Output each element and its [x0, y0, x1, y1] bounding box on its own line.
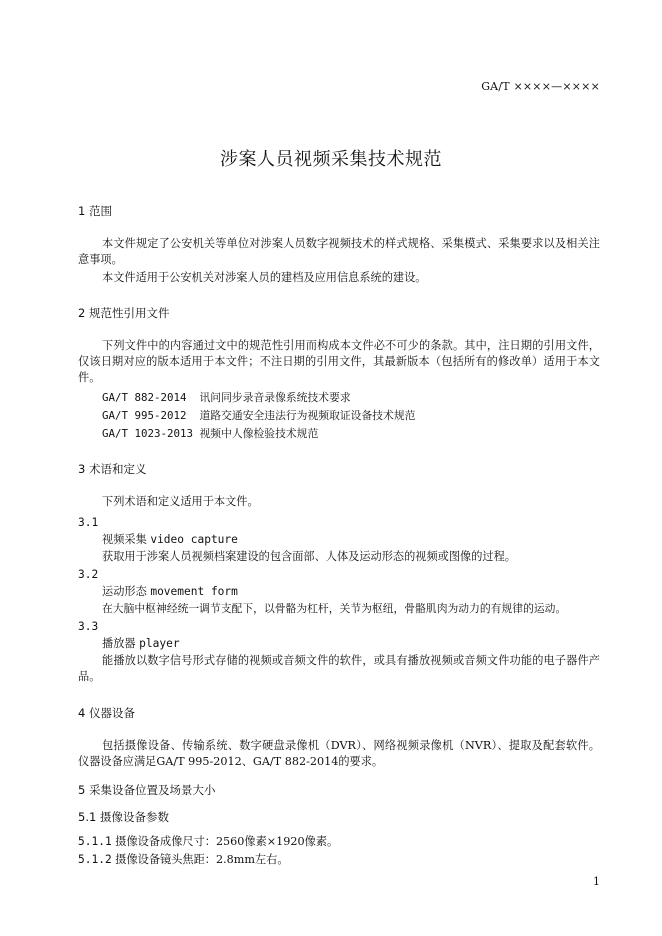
document-title: 涉案人员视频采集技术规范: [220, 149, 442, 170]
term-definition: 获取用于涉案人员视频档案建设的包含面部、人体及运动形态的视频或图像的过程。: [102, 550, 516, 563]
clause-item: [78, 834, 338, 850]
term-english: movement form: [150, 585, 238, 598]
term-number: 3.1: [78, 516, 99, 529]
clause-number: 5.1.1: [78, 835, 112, 848]
term-title: [102, 532, 238, 548]
reference-item: GA/T 882-2014 讯问同步录音录像系统技术要求: [102, 391, 351, 404]
term-english: video capture: [150, 533, 238, 546]
section-1-paragraph-1: 本文件规定了公安机关等单位对涉案人员数字视频技术的样式规格、采集模式、采集要求以及相关注意事项。: [78, 237, 600, 266]
term-number: 3.3: [78, 620, 99, 633]
section-1-paragraph-2: 本文件适用于公安机关对涉案人员的建档及应用信息系统的建设。: [102, 271, 427, 284]
term-name: 播放器: [102, 637, 136, 650]
term-name: 运动形态: [102, 585, 147, 598]
clause-item: [78, 852, 289, 868]
term-english: player: [139, 637, 180, 650]
reference-item: GA/T 1023-2013 视频中人像检验技术规范: [102, 427, 319, 440]
section-2-paragraph-1: 下列文件中的内容通过文中的规范性引用而构成本文件必不可少的条款。其中，注日期的引用文件，仅该日期对应的版本适用于本文件；不注日期的引用文件，其最新版本（包括所有的修改单）适用于本文件。: [78, 339, 600, 384]
section-3-heading: 3 术语和定义: [78, 462, 147, 476]
subsection-5-1-heading: 5.1 摄像设备参数: [78, 810, 169, 824]
clause-number: 5.1.2: [78, 853, 112, 866]
term-title: [102, 636, 180, 652]
clause-text: 摄像设备镜头焦距：2.8mm左右。: [115, 853, 289, 866]
reference-item: GA/T 995-2012 道路交通安全违法行为视频取证设备技术规范: [102, 409, 416, 422]
section-4-heading: 4 仪器设备: [78, 706, 135, 720]
section-4-paragraph-1: 包括摄像设备、传输系统、数字硬盘录像机（DVR）、网络视频录像机（NVR）、提取及配套软件。仪器设备应满足GA/T 995-2012、GA/T 882-2014的要求。: [78, 739, 600, 768]
section-5-heading: 5 采集设备位置及场景大小: [78, 783, 216, 797]
term-number: 3.2: [78, 568, 99, 581]
section-3-intro: 下列术语和定义适用于本文件。: [102, 495, 259, 508]
term-name: 视频采集: [102, 533, 147, 546]
page-number: 1: [593, 875, 600, 888]
section-2-heading: 2 规范性引用文件: [78, 306, 170, 320]
section-1-heading: 1 范围: [78, 204, 112, 218]
term-title: [102, 584, 238, 600]
standard-number: GA/T ××××—××××: [481, 80, 600, 93]
term-definition: 在大脑中枢神经统一调节支配下，以骨骼为杠杆，关节为枢纽，骨骼肌肉为动力的有规律的运动。: [102, 602, 567, 615]
clause-text: 摄像设备成像尺寸：2560像素×1920像素。: [115, 835, 339, 848]
term-definition: 能播放以数字信号形式存储的视频或音频文件的软件，或具有播放视频或音频文件功能的电子器件产品。: [78, 654, 600, 683]
